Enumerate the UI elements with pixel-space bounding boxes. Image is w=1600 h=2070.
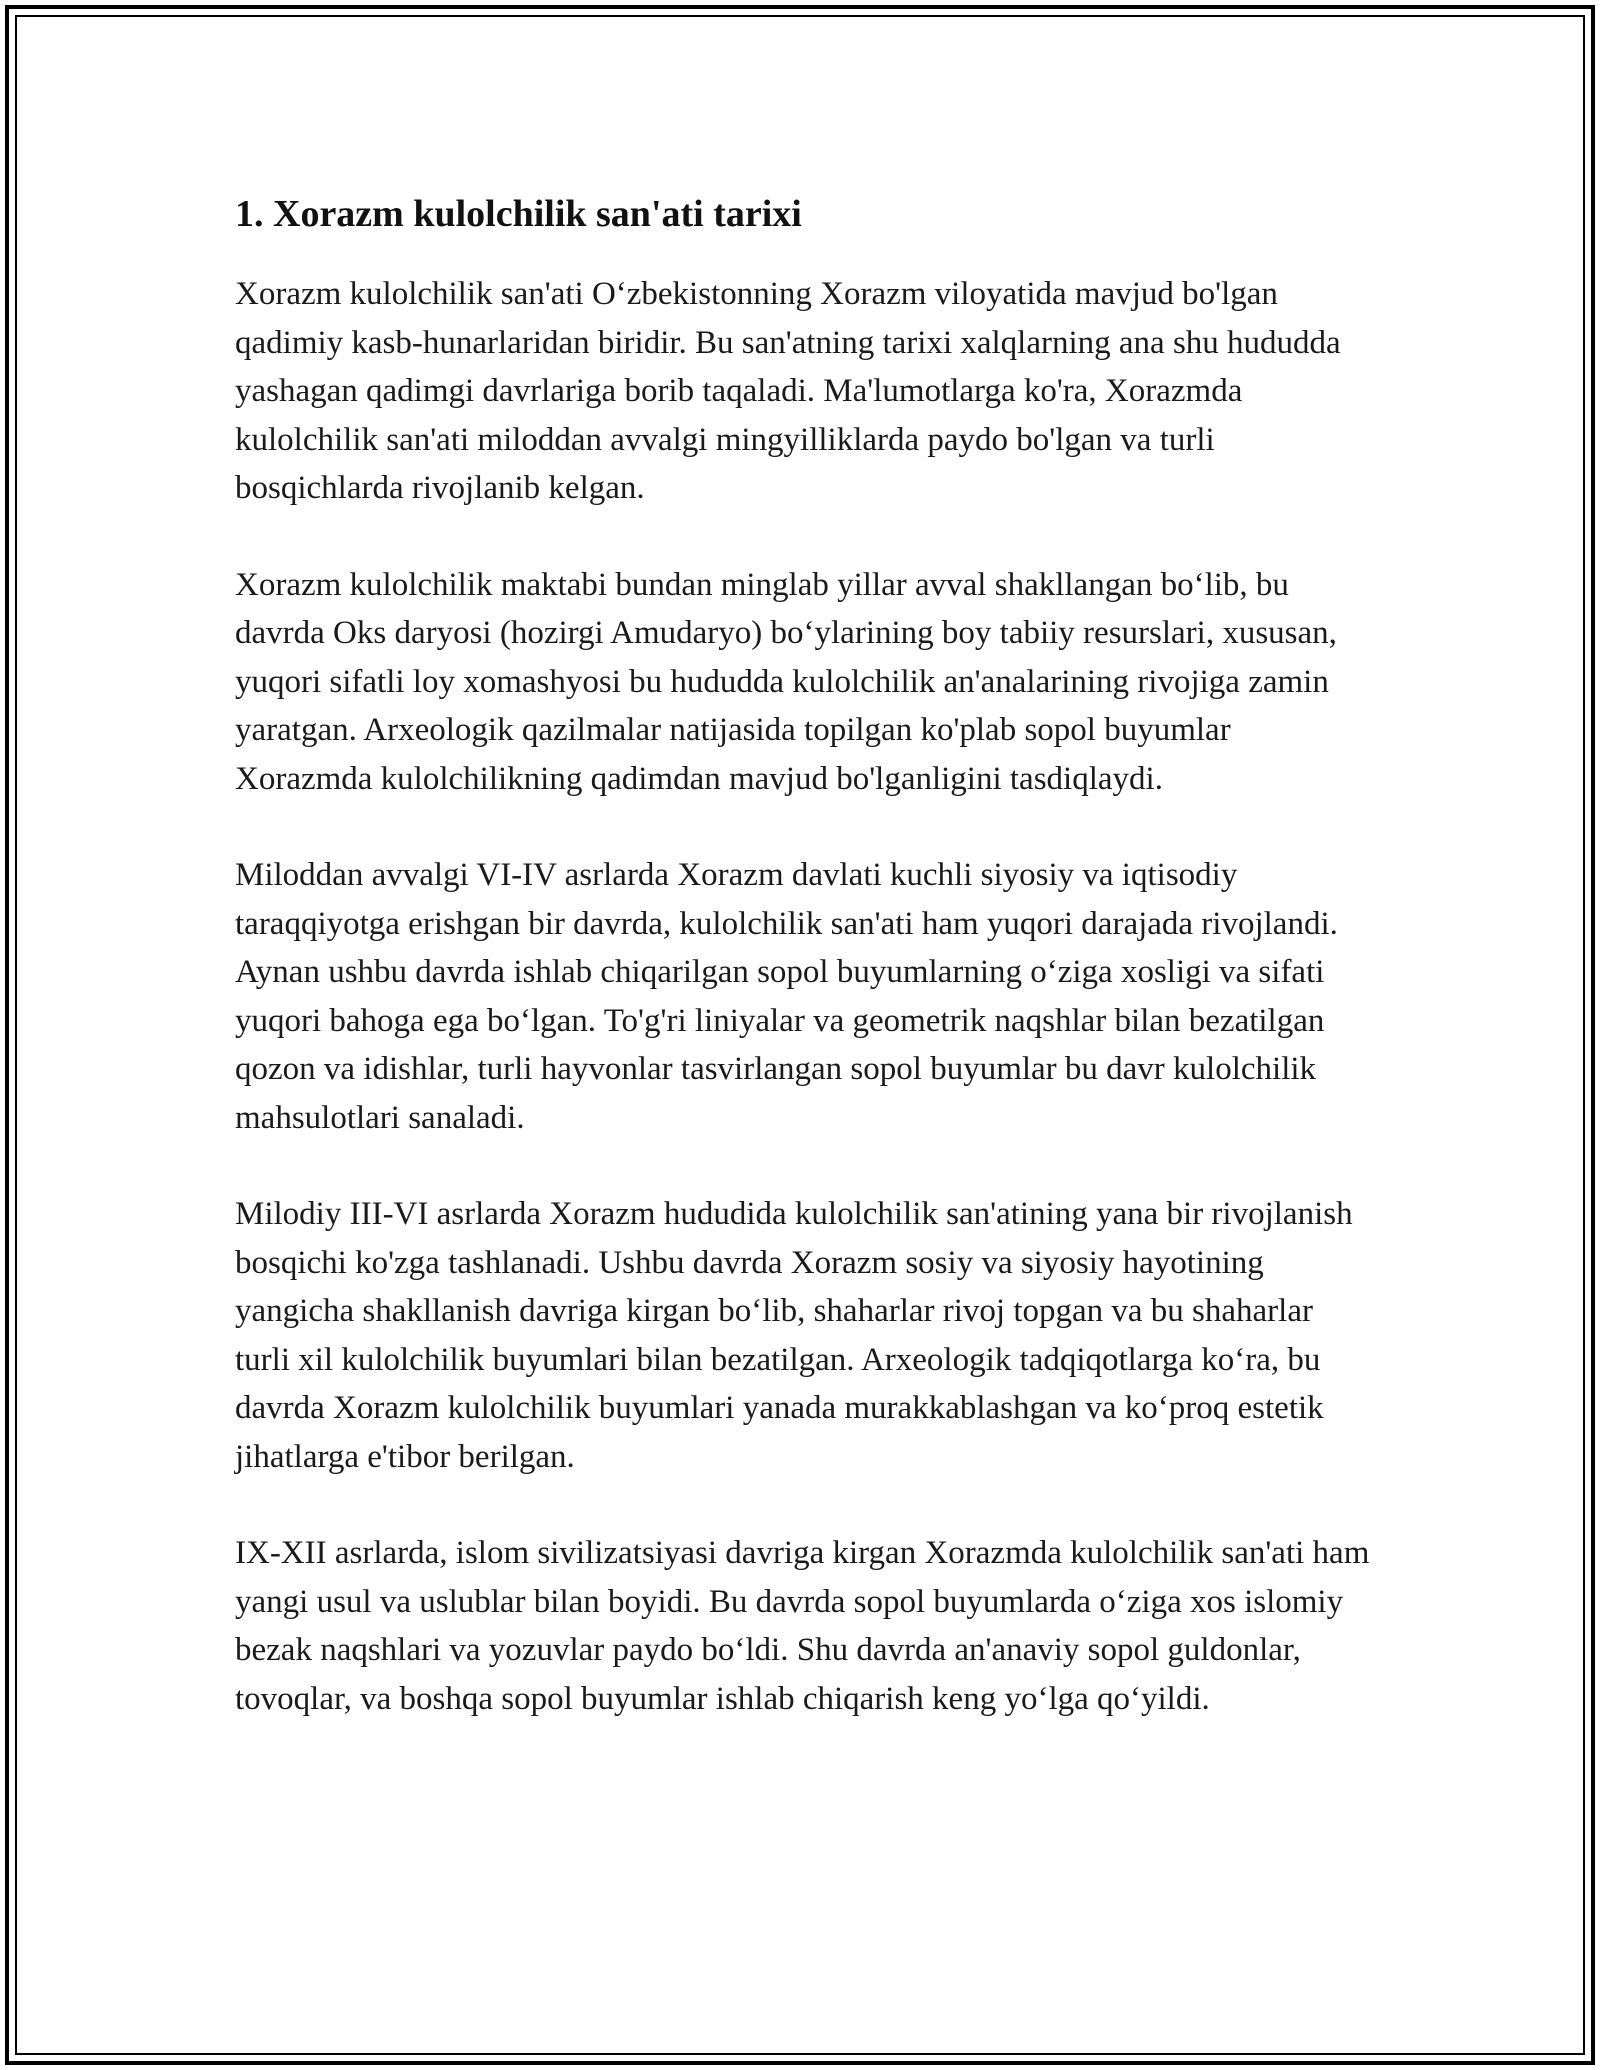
section-title: 1. Xorazm kulolchilik san'ati tarixi [235, 193, 802, 235]
document-body [235, 186, 1375, 1771]
paragraph-2: Xorazm kulolchilik maktabi bundan minglab yillar avval shakllangan bo‘lib, bu davrda Oks daryosi (hozirgi Amudaryo) bo‘ylarining boy tabiiy resurslari, xususan, yuqori sifatli loy xomashyosi bu hududda kulolchilik an'analarining rivojiga zamin yaratgan. Arxeologik qazilmalar natijasida topilgan ko'plab sopol buyumlar Xorazmda kulolchilikning qadimdan mavjud bo'lganligini tasdiqlaydi. [235, 566, 1337, 797]
paragraph-5: IX-XII asrlarda, islom sivilizatsiyasi davriga kirgan Xorazmda kulolchilik san'ati ham yangi usul va uslublar bilan boyidi. Bu davrda sopol buyumlarda o‘ziga xos islomiy bezak naqshlari va yozuvlar paydo bo‘ldi. Shu davrda an'anaviy sopol guldonlar, tovoqlar, va boshqa sopol buyumlar ishlab chiqarish keng yo‘lga qo‘yildi. [235, 1535, 1370, 1717]
paragraph-3: Miloddan avvalgi VI-IV asrlarda Xorazm davlati kuchli siyosiy va iqtisodiy taraqqiyotga erishgan bir davrda, kulolchilik san'ati ham yuqori darajada rivojlandi. Aynan ushbu davrda ishlab chiqarilgan sopol buyumlarning o‘ziga xosligi va sifati yuqori bahoga ega bo‘lgan. To'g'ri liniyalar va geometrik naqshlar bilan bezatilgan qozon va idishlar, turli hayvonlar tasvirlangan sopol buyumlar bu davr kulolchilik mahsulotlari sanaladi. [235, 857, 1338, 1136]
paragraph-1: Xorazm kulolchilik san'ati O‘zbekistonning Xorazm viloyatida mavjud bo'lgan qadimiy kasb-hunarlaridan biridir. Bu san'atning tarixi xalqlarning ana shu hududda yashagan qadimgi davrlariga borib taqaladi. Ma'lumotlarga ko'ra, Xorazmda kulolchilik san'ati miloddan avvalgi mingyilliklarda paydo bo'lgan va turli bosqichlarda rivojlanib kelgan. [235, 276, 1341, 506]
paragraph-4: Milodiy III-VI asrlarda Xorazm hududida kulolchilik san'atining yana bir rivojlanish bosqichi ko'zga tashlanadi. Ushbu davrda Xorazm sosiy va siyosiy hayotining yangicha shakllanish davriga kirgan bo‘lib, shaharlar rivoj topgan va bu shaharlar turli xil kulolchilik buyumlari bilan bezatilgan. Arxeologik tadqiqotlarga ko‘ra, bu davrda Xorazm kulolchilik buyumlari yanada murakkablashgan va ko‘proq estetik jihatlarga e'tibor berilgan. [235, 1196, 1353, 1475]
